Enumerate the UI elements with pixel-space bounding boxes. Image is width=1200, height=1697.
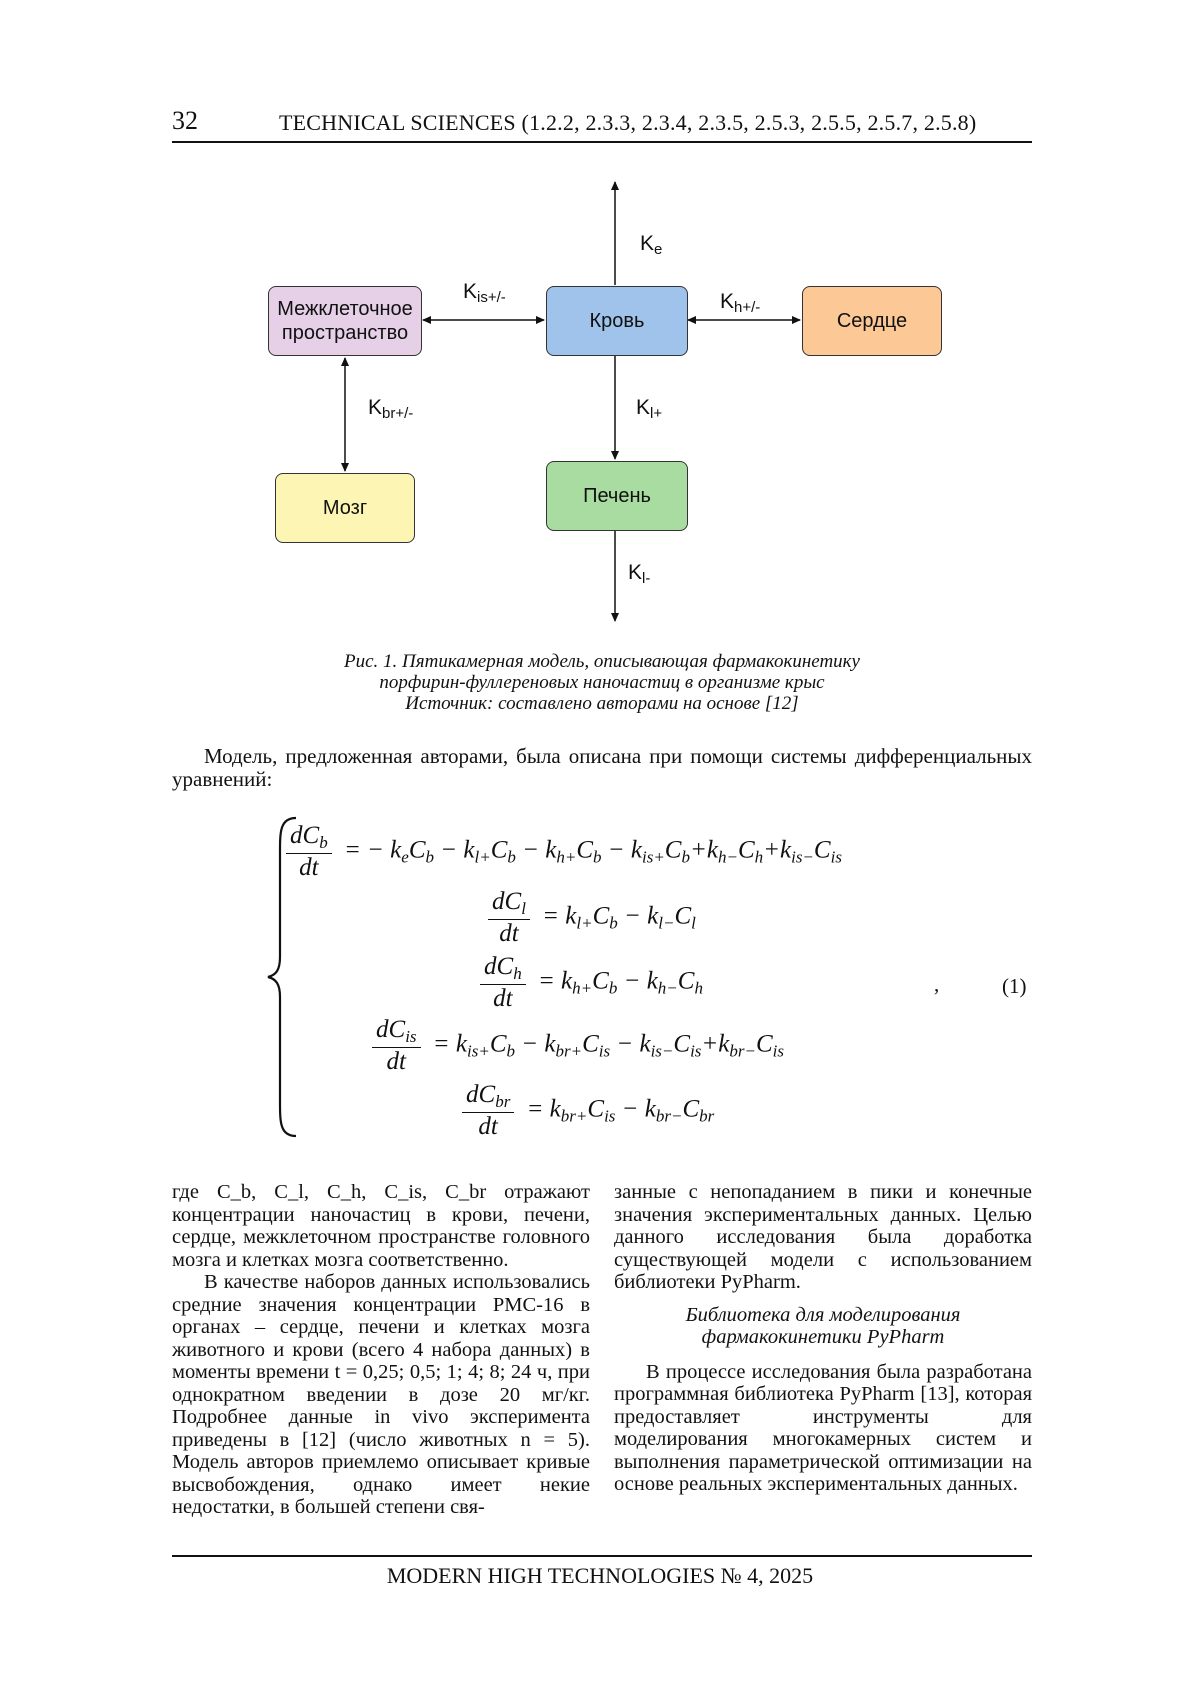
caption-line-3: Источник: составлено авторами на основе [12] bbox=[405, 693, 799, 714]
node-heart bbox=[802, 286, 942, 356]
node-interstitial bbox=[268, 286, 422, 356]
right-para-2: В процессе исследования была разработана программная библиотека PyPharm [13], которая предоставляет инструменты для моделирования многокамерных систем и выполнения параметрической оптимизации на основе реальных экспериментальных данных. bbox=[614, 1360, 1032, 1495]
page-number: 32 bbox=[172, 106, 198, 135]
node-heart-label: Сердце bbox=[836, 310, 908, 332]
right-column bbox=[614, 1181, 1032, 1496]
node-liver-label: Печень bbox=[583, 485, 651, 507]
label-kis: $K_{is+/-}$ bbox=[463, 280, 506, 306]
label-kh: $K_{h+/-}$ bbox=[720, 290, 761, 316]
node-interstitial-label: Межклеточное пространство bbox=[277, 298, 413, 344]
equation-heart: $\frac{dC_h}{dt}$ = $k_{h+}C_b - k_{h-}C_h$ bbox=[480, 953, 703, 1013]
node-liver bbox=[546, 461, 688, 531]
left-column bbox=[172, 1181, 590, 1519]
label-kbr: $K_{br+/-}$ bbox=[368, 396, 414, 422]
right-para-1: занные с непопаданием в пики и конечные значения экспериментальных данных. Целью данного исследования была доработка существующей модели с использованием библиотеки PyPharm. bbox=[614, 1181, 1032, 1293]
caption-line-2: порфирин-фуллереновых наночастиц в организме крыс bbox=[379, 672, 825, 693]
equation-interstitial: $\frac{dC_{is}}{dt}$ = $k_{is+}C_b - k_{br+}C_{is} - k_{is-}C_{is}+k_{br-}C_{is}$ bbox=[372, 1016, 784, 1076]
node-blood-label: Кровь bbox=[589, 310, 645, 332]
left-para-2: В качестве наборов данных использовались средние значения концентрации PMC-16 в органах – сердце, печени и клетках мозга животного и крови (всего 4 набора данных) в моменты времени t = 0,25; 0,5; 1; 4; 8; 24 ч, при однократном введении в дозе 20 мг/кг. Подробнее данные in vivo эксперимента приведены в [12] (число животных n = 5). Модель авторов приемлемо описывает кривые высвобождения, однако имеет некие недостатки, в большей степени свя- bbox=[172, 1271, 590, 1518]
node-brain bbox=[275, 473, 415, 543]
equation-liver: $\frac{dC_l}{dt}$ = $k_{l+}C_b - k_{l-}C_l$ bbox=[488, 888, 696, 948]
label-ke: $K_e$ bbox=[640, 232, 663, 258]
label-kl-minus: $K_{l-}$ bbox=[628, 561, 651, 587]
figure-caption bbox=[172, 651, 1032, 714]
left-para-1: где C_b, C_l, C_h, C_is, C_br отражают концентрации наночастиц в крови, печени, сердце, межклеточном пространстве головного мозга и клетках мозга соответственно. bbox=[172, 1181, 590, 1271]
journal-section: TECHNICAL SCIENCES (1.2.2, 2.3.3, 2.3.4, 2.3.5, 2.5.3, 2.5.5, 2.5.7, 2.5.8) bbox=[279, 110, 977, 135]
equation-comma: , bbox=[934, 972, 940, 996]
subheading-line-2: фармакокинетики PyPharm bbox=[701, 1326, 945, 1348]
equation-system bbox=[0, 812, 1200, 1142]
footer-rule bbox=[172, 1555, 1032, 1557]
equation-brain: $\frac{dC_{br}}{dt}$ = $k_{br+}C_{is} - k_{br-}C_{br}$ bbox=[462, 1081, 714, 1141]
equation-number: (1) bbox=[1002, 974, 1027, 998]
caption-line-1: Рис. 1. Пятикамерная модель, описывающая фармакокинетику bbox=[344, 651, 860, 672]
equation-blood: $\frac{dC_b}{dt}$ = − $k_eC_b - k_{l+}C_b - k_{h+}C_b - k_{is+}C_b+k_{h-}C_h+k_{is-}C_{is}$ bbox=[286, 822, 842, 882]
compartment-diagram bbox=[0, 0, 1200, 640]
intro-paragraph: Модель, предложенная авторами, была описана при помощи системы дифференциальных уравнений: bbox=[172, 744, 1032, 791]
subheading-line-1: Библиотека для моделирования bbox=[685, 1303, 961, 1326]
footer-journal: MODERN HIGH TECHNOLOGIES № 4, 2025 bbox=[386, 1563, 814, 1588]
label-kl-plus: $K_{l+}$ bbox=[636, 396, 663, 422]
section-subheading bbox=[614, 1304, 1032, 1349]
node-blood bbox=[546, 286, 688, 356]
node-brain-label: Мозг bbox=[322, 497, 368, 519]
